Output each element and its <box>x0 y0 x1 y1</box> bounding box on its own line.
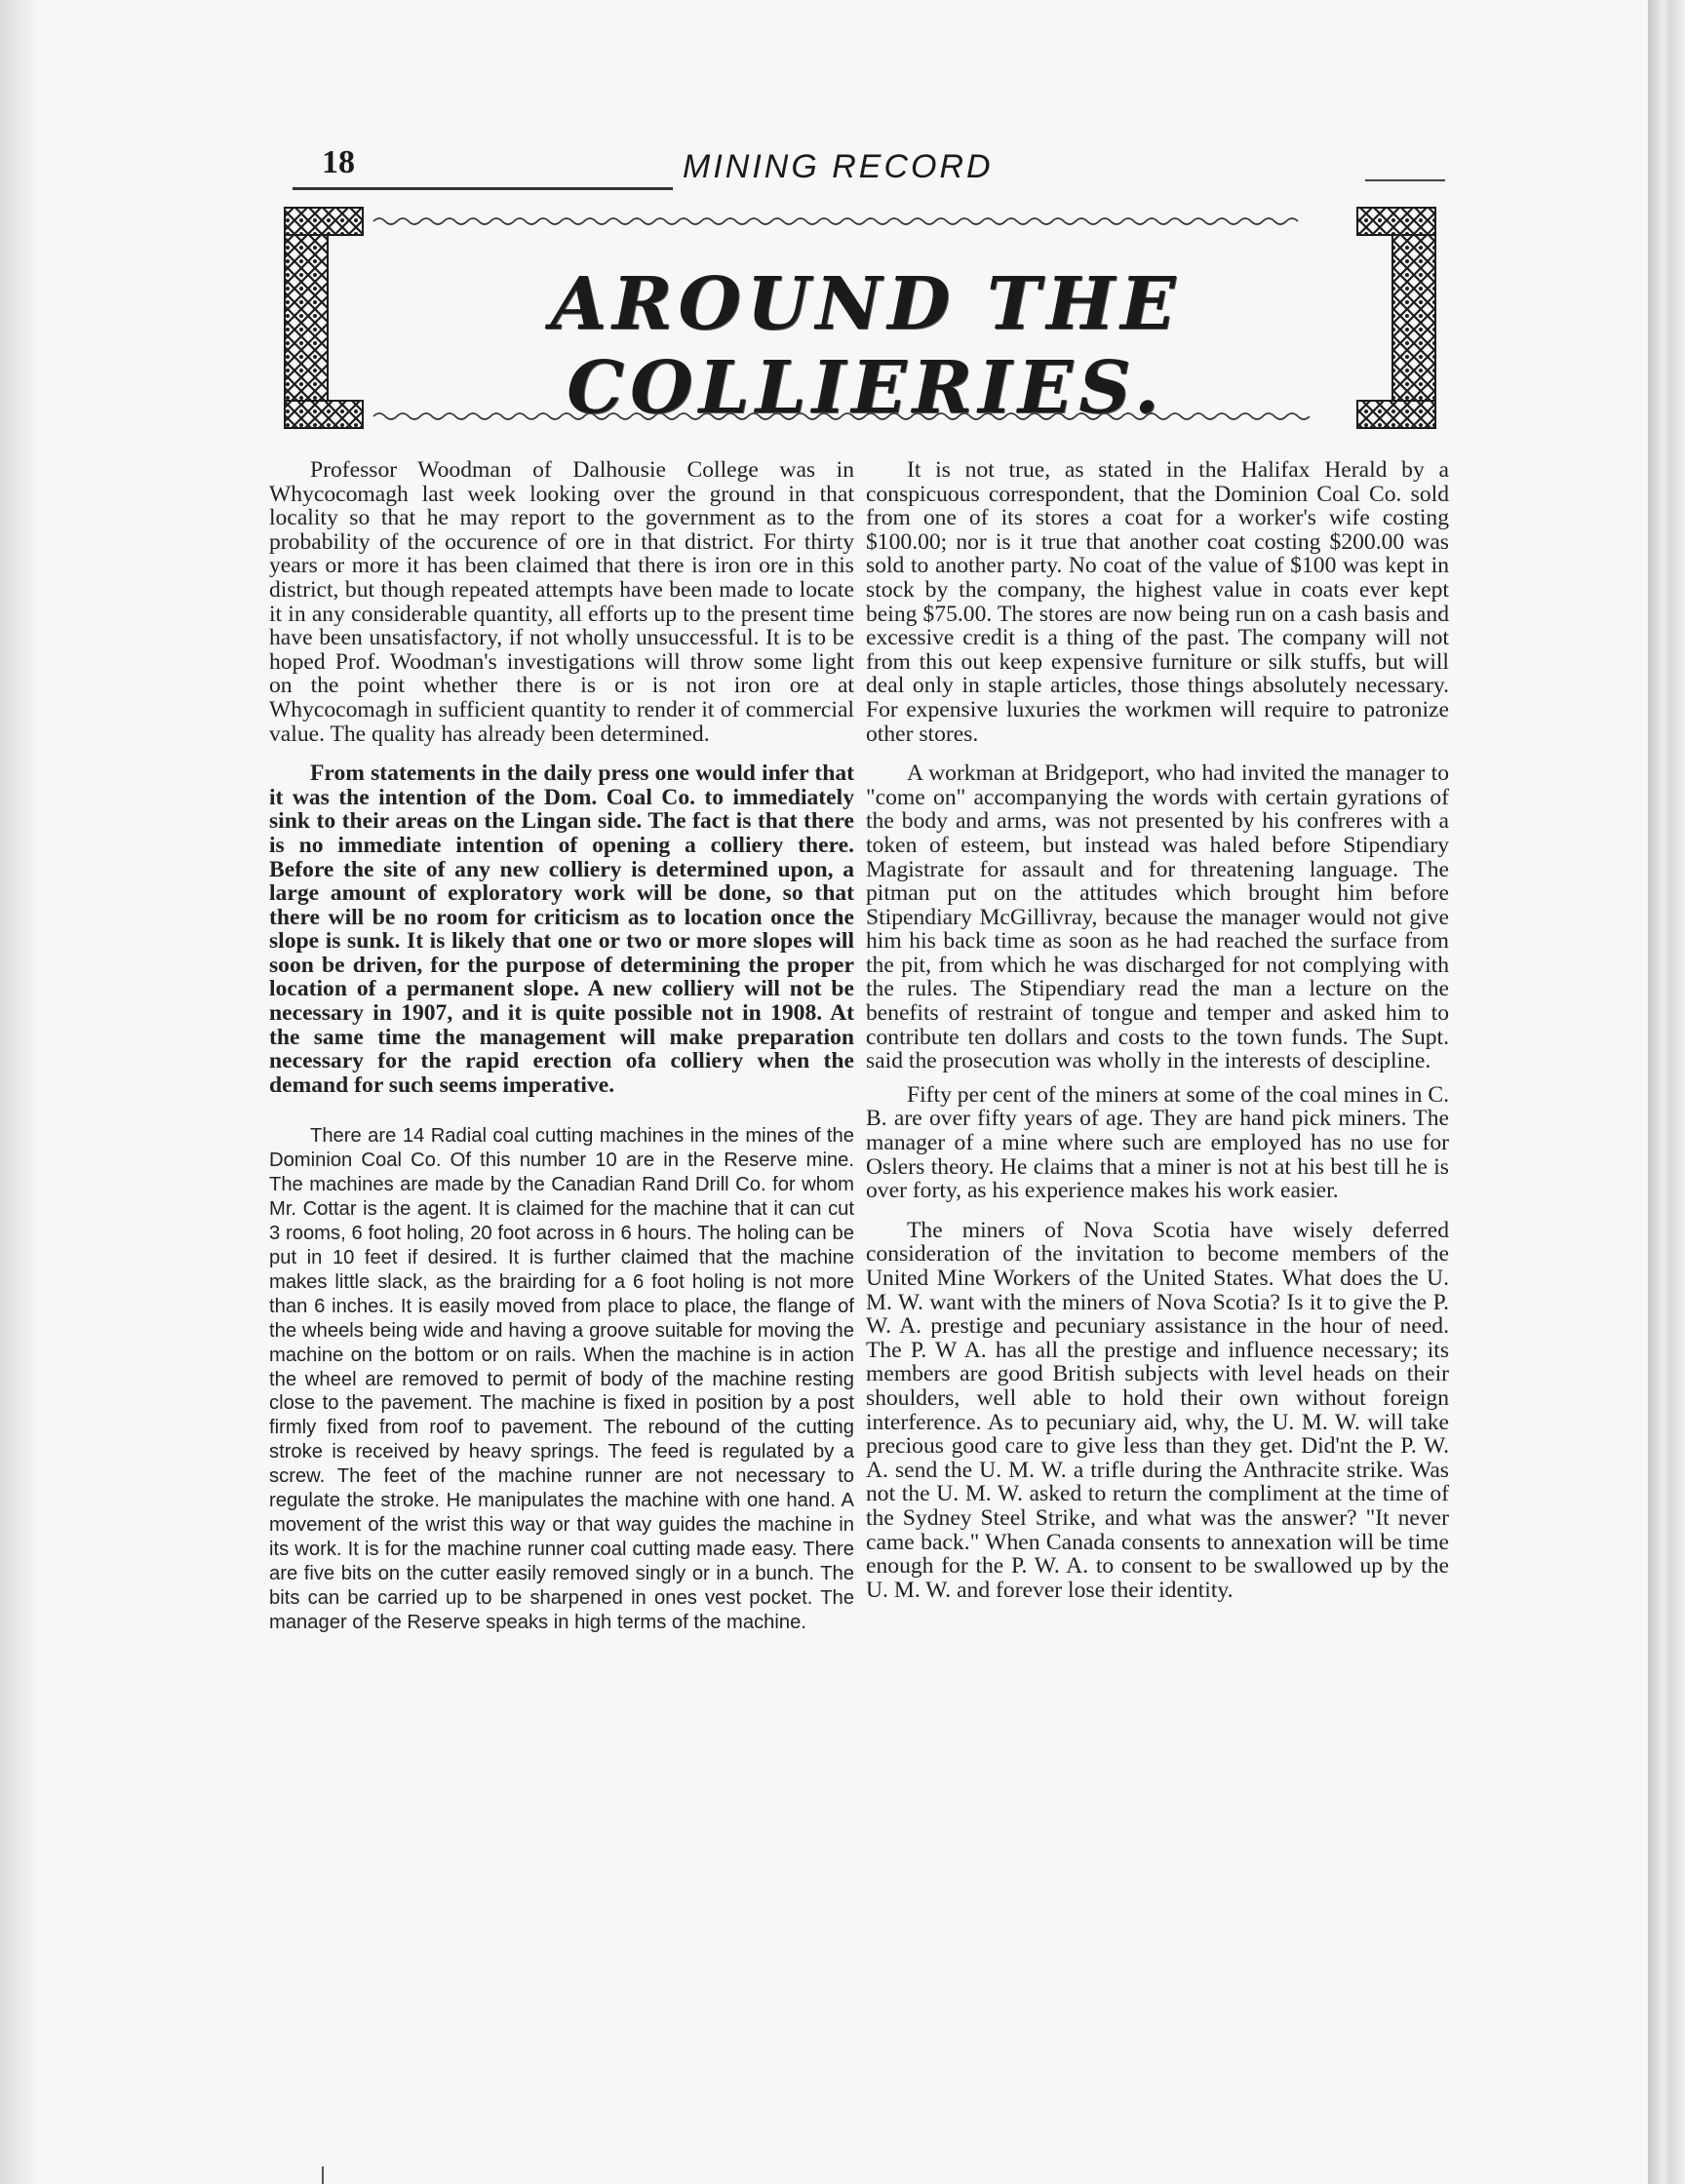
section-title: AROUND THE COLLIERIES. <box>550 262 1182 430</box>
article-paragraph: It is not true, as stated in the Halifax Herald by a conspicuous correspondent, that the Dominion Coal Co. sold from one of its stores a coat for a worker's wife costing $100.00; nor is it true that another coat costing $200.00 was sold to another party. No coat of the value of $100 was kept in stock by the company, the highest value in coats ever kept being $75.00. The stores are now being run on a cash basis and excessive credit is a thing of the past. The company will not from this out keep expensive furniture or silk stuffs, but will deal only in staple articles, those things absolutely necessary. For expensive luxuries the workmen will require to patronize other stores. <box>866 457 1449 747</box>
left-ornament <box>285 208 328 428</box>
header-rule <box>1365 179 1445 181</box>
publication-title: MINING RECORD <box>683 148 994 185</box>
page-edge <box>1648 0 1685 2184</box>
right-column <box>866 458 1449 1612</box>
section-banner <box>281 200 1439 442</box>
top-wave-rule <box>373 218 1298 224</box>
left-column <box>269 458 854 1644</box>
article-paragraph: The miners of Nova Scotia have wisely deferred consideration of the invitation to become members of the United Mine Workers of the United States. What does the U. M. W. want with the miners of Nova Scotia? Is it to give the P. W. A. prestige and pecuniary assistance in the hour of need. The P. W A. has all the prestige and influence necessary; its members are good British subjects with level heads on their shoulders, well able to hold their own without foreign interference. As to pecuniary aid, why, the U. M. W. will take precious good care to give less than they get. Did'nt the P. W. A. send the U. M. W. a trifle during the Anthracite strike. Was not the U. M. W. asked to return the compliment at the time of the Sydney Steel Strike, and what was the answer? "It never came back." When Canada consents to annexation will be time enough for the P. W. A. to consent to be swallowed up by the U. M. W. and forever lose their identity. <box>866 1217 1449 1603</box>
article-paragraph: A workman at Bridgeport, who had invited the manager to "come on" accompanying the words with certain gyrations of the body and arms, was not presented by his confreres with a token of esteem, but instead was haled before Stipendiary Magistrate for assault and for threatening language. The pitman put on the attitudes which brought him before Stipendiary McGillivray, because the manager would not give him his back time as soon as he had reached the surface from the pit, from which he was discharged for not complying with the rules. The Stipendiary read the man a lecture on the benefits of restraint of tongue and temper and asked him to contribute ten dollars and costs to the town funds. The Supt. said the prosecution was wholly in the interests of descipline. <box>866 760 1449 1074</box>
page-number: 18 <box>322 144 355 180</box>
article-paragraph: There are 14 Radial coal cutting machines in the mines of the Dominion Coal Co. Of this number 10 are in the Reserve mine. The machines are made by the Canadian Rand Drill Co. for whom Mr. Cottar is the agent. It is claimed for the machine that it can cut 3 rooms, 6 foot holing, 20 foot across in 6 hours. The holing can be put in 10 feet if desired. It is further claimed that the machine makes little slack, as the brairding for a 6 foot holing is not more than 6 inches. It is easily moved from place to place, the flange of the wheels being wide and having a groove suitable for moving the machine on the bottom or on rails. When the machine is in action the wheel are removed to permit of body of the machine resting close to the pavement. The machine is fixed in position by a post firmly fixed from roof to pavement. The rebound of the cutting stroke is received by heavy springs. The feed is regulated by a screw. The feet of the machine runner are not necessary to regulate the stroke. He manipulates the machine with one hand. A movement of the wrist this way or that way guides the machine in its work. It is for the machine runner coal cutting made easy. There are five bits on the cutter easily removed singly or in a bunch. The bits can be carried up to be sharpened in ones vest pocket. The manager of the Reserve speaks in high terms of the machine. <box>269 1125 854 1633</box>
page-gutter-shadow <box>0 0 39 2184</box>
header-rule <box>293 187 673 190</box>
right-ornament <box>1392 208 1435 428</box>
article-paragraph: Professor Woodman of Dalhousie College was in Whycocomagh last week looking over the ground in that locality so that he may report to the government as to the probability of the occurence of ore in that district. For thirty years or more it has been claimed that there is iron ore in this district, but though repeated attempts have been made to locate it in any considerable quantity, all efforts up to the present time have been unsatisfactory, if not wholly unsuccessful. It is to be hoped Prof. Woodman's investigations will throw some light on the point whether there is or is not iron ore at Whycocomagh in sufficient quantity to render it of commercial value. The quality has already been determined. <box>269 457 854 747</box>
article-paragraph: From statements in the daily press one would infer that it was the intention of the Dom. Coal Co. to immediately sink to their areas on the Lingan side. The fact is that there is no immediate intention of opening a colliery there. Before the site of any new colliery is determined upon, a large amount of exploratory work will be done, so that there will be no room for criticism as to location once the slope is sunk. It is likely that one or two or more slopes will soon be driven, for the purpose of determining the proper location of a permanent slope. A new colliery will not be necessary in 1907, and it is quite possible not in 1908. At the same time the management will make preparation necessary for the rapid erection ofa colliery when the demand for such seems imperative. <box>269 760 854 1098</box>
article-paragraph: Fifty per cent of the miners at some of the coal mines in C. B. are over fifty years of age. They are hand pick miners. The manager of a mine where such are employed has no use for Oslers theory. He claims that a miner is not at his best till he is over forty, as his experience makes his work easier. <box>866 1081 1449 1204</box>
scan-artifact <box>322 2166 324 2184</box>
